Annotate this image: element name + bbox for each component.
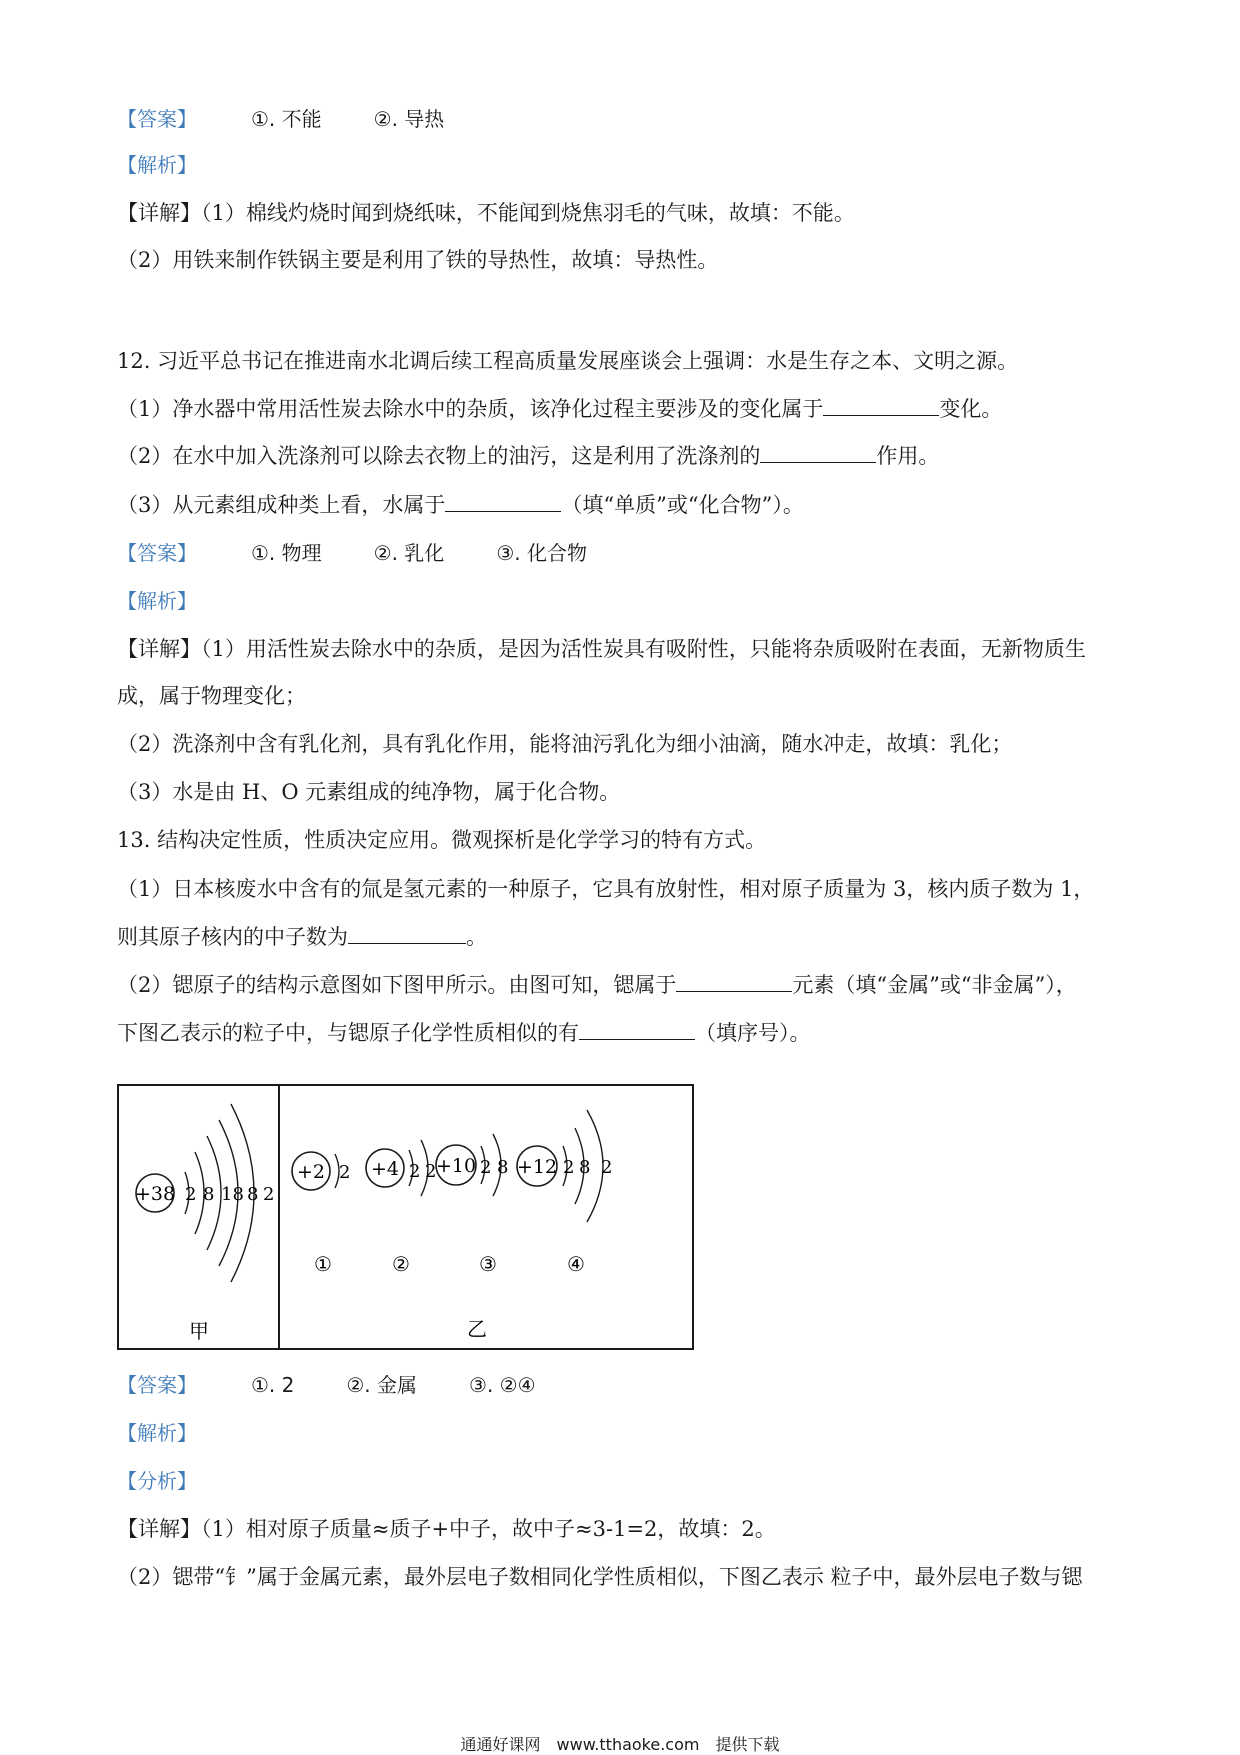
- particle-shell-electrons: 2: [601, 1157, 613, 1178]
- sr-nucleus-charge: +38: [134, 1183, 176, 1205]
- q12-stem: 12. 习近平总书记在推进南水北调后续工程高质量发展座谈会上强调：水是生存之本、文明之源。: [117, 349, 1019, 373]
- q11-detail-1: [117, 198, 855, 228]
- q12-detail-1-cont: 成，属于物理变化；: [117, 684, 306, 708]
- q11-detail-2: （2）用铁来制作铁锅主要是利用了铁的导热性，故填：导热性。: [117, 248, 719, 272]
- analysis-label: 【解析】: [117, 1421, 197, 1445]
- footer-site-name: 通通好课网: [460, 1735, 541, 1754]
- fill-blank[interactable]: [760, 442, 876, 463]
- q12-part-3: [117, 490, 804, 520]
- q12-detail-3: （3）水是由 H、O 元素组成的纯净物，属于化合物。: [117, 780, 621, 804]
- figure-border: [118, 1085, 693, 1349]
- fill-blank[interactable]: [579, 1019, 695, 1040]
- fill-blank[interactable]: [823, 395, 939, 416]
- figure-left-label: 甲: [189, 1319, 209, 1343]
- answer-list: [251, 104, 444, 134]
- q13-part-2: [117, 970, 1077, 1000]
- sr-atom-diagram: [135, 1104, 275, 1282]
- q13-part-2-text: （2）锶原子的结构示意图如下图甲所示。由图可知，锶属于: [117, 973, 677, 997]
- footer-url[interactable]: www.tthaoke.com: [556, 1735, 700, 1754]
- particle-shell-electrons: 2: [425, 1161, 437, 1182]
- q12-part-2: [117, 441, 939, 471]
- q12-part-3-suffix: （填“单质”或“化合物”）。: [561, 493, 804, 517]
- q12-answer-line: [117, 538, 587, 568]
- sr-shell-electrons: 8: [247, 1184, 259, 1205]
- answer-item: ①. 2: [251, 1373, 295, 1397]
- particle-shell-electrons: 2: [339, 1162, 351, 1183]
- q12-part-3-text: （3）从元素组成种类上看，水属于: [117, 493, 446, 517]
- particle-shell-electrons: 8: [497, 1157, 509, 1178]
- q12-part-2-suffix: 作用。: [876, 444, 940, 468]
- q12-part-1-suffix: 变化。: [939, 397, 1003, 421]
- q12-detail-2: （2）洗涤剂中含有乳化剂，具有乳化作用，能将油污乳化为细小油滴，随水冲走，故填：乳化；: [117, 732, 1013, 756]
- sr-shell-electrons: 18: [221, 1184, 244, 1205]
- q13-detail-2: （2）锶带“钅”属于金属元素，最外层电子数相同化学性质相似，下图乙表示 粒子中，最外层电子数与锶: [117, 1565, 1083, 1589]
- q11-answer-line: [117, 104, 444, 134]
- particle-4-diagram: [517, 1110, 613, 1276]
- q13-part-1-suffix: 。: [466, 925, 487, 949]
- particle-index: ③: [479, 1252, 497, 1276]
- answer-item: ②. 金属: [346, 1373, 418, 1397]
- particle-nucleus-charge: +10: [435, 1155, 477, 1177]
- answer-item: ①. 物理: [251, 541, 322, 565]
- q13-part-2-cont-text: 下图乙表示的粒子中，与锶原子化学性质相似的有: [117, 1021, 579, 1045]
- particle-shell-electrons: 2: [563, 1157, 575, 1178]
- fill-blank[interactable]: [445, 491, 561, 512]
- answer-list: [251, 538, 587, 568]
- particle-shell-electrons: 2: [480, 1157, 492, 1178]
- q12-detail-1: [117, 634, 1086, 664]
- particle-nucleus-charge: +12: [516, 1156, 558, 1178]
- particle-index: ②: [392, 1252, 410, 1276]
- analysis-label: 【解析】: [117, 589, 197, 613]
- q13-part-1: （1）日本核废水中含有的氚是氢元素的一种原子，它具有放射性，相对原子质量为 3，核内质子数为 1，: [117, 877, 1095, 901]
- detail-text: （1）棉线灼烧时闻到烧纸味，不能闻到烧焦羽毛的气味，故填：不能。: [201, 201, 855, 225]
- answer-item: ①. 不能: [251, 107, 322, 131]
- q13-detail-1: [117, 1514, 776, 1544]
- detail-label: 【详解】: [117, 637, 201, 661]
- fill-blank[interactable]: [348, 923, 466, 944]
- sr-shell-electrons: 2: [185, 1184, 197, 1205]
- detail-text: （1）用活性炭去除水中的杂质，是因为活性炭具有吸附性，只能将杂质吸附在表面，无新物质生: [201, 637, 1086, 661]
- answer-list: [251, 1370, 536, 1400]
- fill-blank[interactable]: [676, 971, 792, 992]
- detail-text: （1）相对原子质量≈质子+中子，故中子≈3-1=2，故填：2。: [201, 1517, 776, 1541]
- answer-item: ②. 乳化: [373, 541, 445, 565]
- particle-index: ④: [567, 1252, 585, 1276]
- detail-label: 【详解】: [117, 1517, 201, 1541]
- fenxi-label: 【分析】: [117, 1469, 197, 1493]
- q13-answer-line: [117, 1370, 536, 1400]
- particle-index: ①: [314, 1252, 332, 1276]
- q12-part-1: [117, 394, 1002, 424]
- sr-shell-electrons: 2: [263, 1184, 275, 1205]
- sr-shell-electrons: 8: [203, 1184, 215, 1205]
- figure-right-label: 乙: [467, 1317, 487, 1341]
- particle-nucleus-charge: +4: [370, 1158, 400, 1180]
- atomic-structure-figure: [117, 1084, 697, 1354]
- q13-part-1-text: 则其原子核内的中子数为: [117, 925, 348, 949]
- q13-part-2-cont: [117, 1018, 811, 1048]
- answer-item: ②. 导热: [373, 107, 445, 131]
- detail-label: 【详解】: [117, 201, 201, 225]
- footer-provide-text: 提供下载: [715, 1735, 780, 1754]
- particle-2-diagram: [366, 1140, 436, 1276]
- q13-part-2-cont-suffix: （填序号）。: [695, 1021, 811, 1045]
- q12-part-1-text: （1）净水器中常用活性炭去除水中的杂质，该净化过程主要涉及的变化属于: [117, 397, 824, 421]
- answer-item: ③. 化合物: [496, 541, 587, 565]
- q13-part-1-cont: [117, 922, 487, 952]
- answer-label: 【答案】: [117, 107, 197, 131]
- answer-label: 【答案】: [117, 1373, 197, 1397]
- particle-nucleus-charge: +2: [296, 1161, 326, 1183]
- answer-item: ③. ②④: [469, 1373, 536, 1397]
- particle-shell-electrons: 2: [409, 1161, 421, 1182]
- page-footer: [0, 1732, 1240, 1755]
- q13-stem: 13. 结构决定性质，性质决定应用。微观探析是化学学习的特有方式。: [117, 828, 767, 852]
- particle-shell-electrons: 8: [579, 1157, 591, 1178]
- q13-part-2-suffix: 元素（填“金属”或“非金属”），: [792, 973, 1077, 997]
- answer-label: 【答案】: [117, 541, 197, 565]
- particle-1-diagram: [292, 1152, 350, 1276]
- particle-3-diagram: [436, 1134, 509, 1276]
- q12-part-2-text: （2）在水中加入洗涤剂可以除去衣物上的油污，这是利用了洗涤剂的: [117, 444, 761, 468]
- analysis-label: 【解析】: [117, 153, 197, 177]
